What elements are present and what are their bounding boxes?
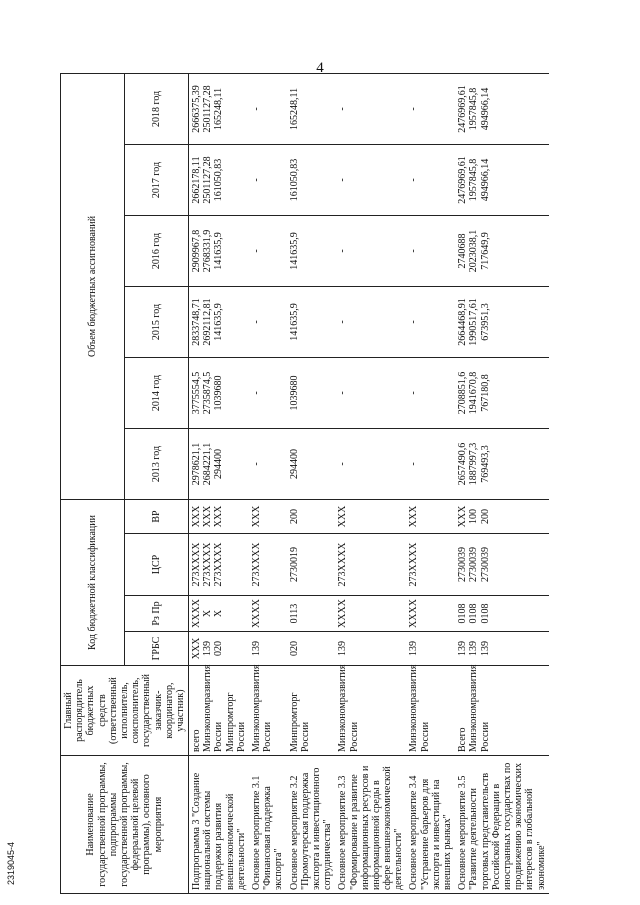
row-value: - (408, 391, 420, 395)
row-vr: XXX (202, 505, 214, 528)
row-rzpr: X (202, 609, 214, 618)
row-grbs: 139 (251, 641, 262, 656)
row-executor-cell (455, 666, 549, 756)
row-executor-cell (249, 666, 287, 756)
row-executor: Минпромторг России (224, 692, 247, 752)
row-vr-cell (189, 499, 249, 533)
row-program-name: Основное мероприятие 3.4 "Устранение барьеров для экспорта и инвестиций на внешних рынках" (406, 756, 455, 894)
row-executor-cell (335, 666, 406, 756)
row-value: 717649,9 (479, 232, 491, 270)
row-value-cell (249, 286, 287, 357)
row-value-cell (249, 144, 287, 215)
row-vr-cell (287, 499, 336, 533)
table-row (287, 73, 336, 893)
row-value: 2501127,28 (202, 156, 214, 204)
row-value: - (251, 462, 262, 466)
row-value: 2666375,39 (191, 85, 203, 133)
row-grbs-cell (455, 632, 549, 666)
table-row (406, 73, 455, 893)
row-value-cell (287, 144, 336, 215)
header-year-2015: 2015 год (125, 286, 189, 357)
row-value: 2662178,11 (191, 156, 203, 204)
row-value-cell (335, 428, 406, 499)
row-value: 141635,9 (288, 303, 300, 341)
row-csr-cell (287, 534, 336, 596)
row-value: 1039680 (288, 375, 300, 411)
header-year-2016: 2016 год (125, 215, 189, 286)
row-value-cell (335, 357, 406, 428)
row-value: 3775554,5 (191, 371, 203, 415)
row-value-cell (335, 215, 406, 286)
row-csr: 273XXXX (191, 542, 203, 587)
row-value-cell (287, 286, 336, 357)
row-value: 141635,9 (213, 303, 225, 341)
row-rzpr: 0108 (468, 603, 480, 624)
row-value-cell (406, 144, 455, 215)
row-value: 1957845,8 (468, 87, 480, 131)
row-value: 1887997,3 (468, 442, 480, 486)
row-csr: 2730019 (288, 547, 300, 582)
row-value: 2664468,91 (457, 298, 469, 346)
row-rzpr: 0108 (457, 603, 469, 624)
row-grbs-cell (335, 632, 406, 666)
row-vr-cell (249, 499, 287, 533)
row-value: - (337, 107, 349, 111)
row-csr-cell (455, 534, 549, 596)
row-executor: Минэкономразвития России (251, 664, 274, 752)
row-value-cell (406, 73, 455, 144)
row-value-cell (287, 215, 336, 286)
row-csr: 273XXXX (202, 542, 214, 587)
row-executor: Минэкономразвития России (408, 664, 431, 752)
row-value: 161050,83 (213, 158, 225, 202)
row-value-cell (455, 144, 549, 215)
row-value-cell (249, 357, 287, 428)
row-grbs-cell (287, 632, 336, 666)
row-rzpr: XXXX (408, 599, 420, 628)
row-executor: Минэкономразвития России (468, 664, 491, 752)
row-value: - (408, 320, 420, 324)
row-grbs: 139 (408, 641, 420, 656)
row-value: - (408, 249, 420, 253)
row-vr: XXX (408, 505, 420, 528)
row-value-cell (189, 357, 249, 428)
row-grbs-cell (406, 632, 455, 666)
row-rzpr: XXXX (251, 599, 262, 628)
row-value-cell (455, 73, 549, 144)
row-program-name: Основное мероприятие 3.3 "Формирование и развитие информационных ресурсов и информационной среды в сфере внешнеэкономической деятельности" (335, 756, 406, 894)
row-value: 769493,3 (479, 445, 491, 483)
row-rzpr: XXXX (337, 599, 349, 628)
row-value: 141635,9 (213, 232, 225, 270)
row-rzpr: 0108 (479, 603, 491, 624)
row-grbs: XXX (191, 637, 203, 660)
row-grbs-cell (249, 632, 287, 666)
row-value: 2476969,61 (457, 156, 469, 204)
row-executor: Минэкономразвития России (337, 664, 360, 752)
row-executor: Минэкономразвития России (202, 664, 225, 752)
header-year-2018: 2018 год (125, 73, 189, 144)
row-value-cell (249, 73, 287, 144)
header-budget-allocation: Объем бюджетных ассигнований (61, 73, 125, 499)
row-executor (491, 669, 502, 752)
row-value: 1957845,8 (468, 158, 480, 202)
table-row (335, 73, 406, 893)
row-vr: XXX (191, 505, 203, 528)
row-value-cell (189, 428, 249, 499)
row-rzpr: XXXX (191, 599, 203, 628)
row-grbs-cell (189, 632, 249, 666)
table-header (61, 73, 189, 893)
budget-allocation-table (60, 73, 549, 894)
table-row (249, 73, 287, 893)
row-value-cell (335, 286, 406, 357)
row-value: - (251, 107, 262, 111)
row-grbs: 139 (479, 641, 491, 656)
header-rzpr: Рз Пр (125, 596, 189, 632)
row-value-cell (249, 428, 287, 499)
row-value-cell (406, 215, 455, 286)
row-grbs: 139 (468, 641, 480, 656)
row-value: - (337, 391, 349, 395)
row-value: - (408, 107, 420, 111)
row-csr-cell (406, 534, 455, 596)
row-value: 161050,83 (288, 158, 300, 202)
row-grbs: 020 (288, 641, 300, 656)
row-value: - (251, 320, 262, 324)
table-row (455, 73, 549, 893)
row-value: 1039680 (213, 375, 225, 411)
row-value-cell (189, 73, 249, 144)
row-vr: XXX (457, 505, 469, 528)
row-vr: 200 (479, 509, 491, 524)
row-value: 767180,8 (479, 374, 491, 412)
row-rzpr-cell (189, 596, 249, 632)
header-executor: Главный распорядитель бюджетных средств (ответственный исполнитель, соисполнитель, государственный заказчик-координатор, участник) (61, 666, 189, 756)
row-value-cell (406, 286, 455, 357)
row-csr: 273XXXX (213, 542, 225, 587)
row-rzpr: 0113 (288, 603, 300, 624)
table-body (189, 73, 549, 893)
row-value-cell (287, 73, 336, 144)
row-value-cell (406, 357, 455, 428)
row-csr: 273XXXX (337, 542, 349, 587)
row-value: 494966,14 (479, 158, 491, 202)
row-csr-cell (249, 534, 287, 596)
row-value-cell (455, 215, 549, 286)
row-program-name: Подпрограмма 3 "Создание национальной системы поддержки развития внешнеэкономической деятельности" (189, 756, 249, 894)
row-value: - (337, 178, 349, 182)
header-grbs: ГРБС (125, 632, 189, 666)
row-executor: всего (191, 729, 203, 752)
row-value: - (251, 391, 262, 395)
row-value-cell (455, 286, 549, 357)
row-executor-cell (189, 666, 249, 756)
row-rzpr-cell (335, 596, 406, 632)
row-value: 165248,11 (213, 87, 225, 131)
row-value: 2740688 (457, 233, 469, 269)
row-vr: 100 (468, 509, 480, 524)
row-program-name: Основное мероприятие 3.2 "Промоутерская поддержка экспорта и инвестиционного сотрудничества" (287, 756, 336, 894)
row-value: 2735874,5 (202, 371, 214, 415)
row-value: - (251, 249, 262, 253)
row-program-name: Основное мероприятие 3.5 "Развитие деятельности торговых представительств Российской Федерации в иностранных государствах по продвижению экономических интересов в глобальной экономике" (455, 756, 549, 894)
row-value: 2708851,6 (457, 371, 469, 415)
row-executor-cell (287, 666, 336, 756)
row-csr-cell (335, 534, 406, 596)
row-rzpr: X (213, 609, 225, 618)
row-value: 1990517,61 (468, 298, 480, 346)
row-executor: Всего (457, 727, 469, 752)
header-csr: ЦСР (125, 534, 189, 596)
row-value: 2023038,1 (468, 229, 480, 273)
row-value: - (337, 320, 349, 324)
header-program-name: Наименование государственной программы, подпрограммы государственной программы, федеральной целевой программы), основного мероприятия (61, 756, 189, 894)
row-executor-cell (406, 666, 455, 756)
row-grbs: 139 (457, 641, 469, 656)
row-executor: Минпромторг России (288, 692, 311, 752)
row-value: 165248,11 (288, 87, 300, 131)
row-value-cell (189, 286, 249, 357)
page-number: 4 (316, 60, 324, 76)
row-value: 2476969,61 (457, 85, 469, 133)
table-row (189, 73, 249, 893)
row-value: 2657490,6 (457, 442, 469, 486)
row-value-cell (455, 428, 549, 499)
row-csr: 2730039 (457, 547, 469, 582)
row-value-cell (287, 357, 336, 428)
row-value: - (251, 178, 262, 182)
row-value: 2768331,9 (202, 229, 214, 273)
row-value-cell (189, 144, 249, 215)
row-vr: 200 (288, 509, 300, 524)
row-value: 294400 (213, 448, 225, 479)
row-value: 2684221,1 (202, 442, 214, 486)
row-value: 2692112,81 (202, 298, 214, 346)
row-csr-cell (189, 534, 249, 596)
row-csr: 2730039 (468, 547, 480, 582)
row-value: - (337, 462, 349, 466)
header-year-2013: 2013 год (125, 428, 189, 499)
row-grbs: 139 (337, 641, 349, 656)
row-value: 2501127,28 (202, 85, 214, 133)
row-value-cell (335, 73, 406, 144)
header-year-2017: 2017 год (125, 144, 189, 215)
row-rzpr-cell (287, 596, 336, 632)
row-value: - (337, 249, 349, 253)
row-value-cell (406, 428, 455, 499)
row-value: 2909967,8 (191, 229, 203, 273)
row-vr-cell (335, 499, 406, 533)
header-vr: ВР (125, 499, 189, 533)
row-csr: 2730039 (479, 547, 491, 582)
row-value-cell (335, 144, 406, 215)
row-value-cell (249, 215, 287, 286)
row-value: 294400 (288, 448, 300, 479)
row-value: - (408, 178, 420, 182)
row-program-name: Основное мероприятие 3.1 "Финансовая поддержка экспорта" (249, 756, 287, 894)
row-grbs: 139 (202, 641, 214, 656)
row-value: - (408, 462, 420, 466)
row-value: 673951,3 (479, 303, 491, 341)
row-value-cell (287, 428, 336, 499)
document-code: 2319045-4 (6, 841, 16, 885)
row-vr: XXX (337, 505, 349, 528)
row-vr: XXX (213, 505, 225, 528)
row-rzpr-cell (249, 596, 287, 632)
row-value: 141635,9 (288, 232, 300, 270)
row-vr: XXX (251, 505, 262, 528)
row-value-cell (455, 357, 549, 428)
row-value: 2978621,1 (191, 442, 203, 486)
row-value: 1941670,8 (468, 371, 480, 415)
header-classification-code: Код бюджетной классификации (61, 499, 125, 665)
row-csr: 273XXXX (251, 542, 262, 587)
row-rzpr-cell (455, 596, 549, 632)
row-value-cell (189, 215, 249, 286)
rotated-table-container (60, 74, 640, 894)
row-value: 2833748,71 (191, 298, 203, 346)
row-grbs: 020 (213, 641, 225, 656)
row-rzpr-cell (406, 596, 455, 632)
row-vr-cell (406, 499, 455, 533)
row-value: 494966,14 (479, 87, 491, 131)
header-year-2014: 2014 год (125, 357, 189, 428)
row-csr: 273XXXX (408, 542, 420, 587)
row-vr-cell (455, 499, 549, 533)
